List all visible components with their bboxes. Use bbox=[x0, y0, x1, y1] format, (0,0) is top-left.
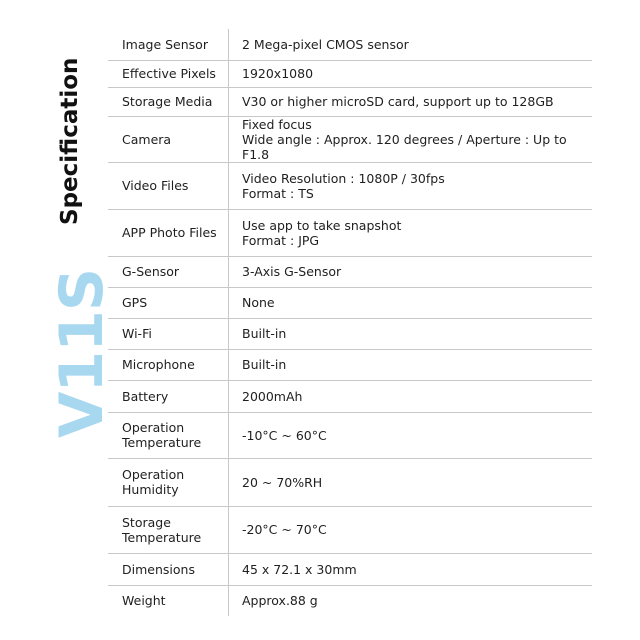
spec-value bbox=[229, 287, 593, 318]
spec-label: Storage Media bbox=[108, 87, 229, 116]
table-row bbox=[108, 29, 592, 60]
spec-value-line: Wide angle : Approx. 120 degrees / Aperture : Up to F1.8 bbox=[242, 131, 567, 162]
spec-label: Wi-Fi bbox=[108, 318, 229, 349]
spec-value bbox=[229, 60, 593, 87]
table-row bbox=[108, 256, 592, 287]
spec-value-line: Approx.88 g bbox=[242, 593, 318, 609]
table-row bbox=[108, 162, 592, 209]
table-row bbox=[108, 116, 592, 162]
spec-value-line: Format : TS bbox=[242, 185, 314, 201]
spec-value-line: Video Resolution : 1080P / 30fps bbox=[242, 170, 445, 186]
model-name: V11S bbox=[47, 268, 117, 438]
spec-value bbox=[229, 29, 593, 60]
spec-value bbox=[229, 585, 593, 616]
spec-label: Battery bbox=[108, 380, 229, 412]
spec-value-line: Use app to take snapshot bbox=[242, 217, 402, 233]
table-row bbox=[108, 506, 592, 553]
spec-value-line: 2000mAh bbox=[242, 388, 303, 404]
table-row bbox=[108, 458, 592, 506]
spec-value bbox=[229, 553, 593, 585]
spec-value bbox=[229, 380, 593, 412]
table-row bbox=[108, 380, 592, 412]
table-row bbox=[108, 60, 592, 87]
spec-value-line: -20°C ~ 70°C bbox=[242, 522, 327, 537]
spec-value-line: 1920x1080 bbox=[242, 66, 314, 81]
spec-label: Operation Humidity bbox=[108, 458, 229, 506]
spec-label: Storage Temperature bbox=[108, 506, 229, 553]
spec-label: Camera bbox=[108, 116, 229, 162]
spec-value-line: -10°C ~ 60°C bbox=[242, 427, 327, 443]
spec-value-line: V30 or higher microSD card, support up to 128GB bbox=[242, 94, 554, 109]
spec-value bbox=[229, 412, 593, 458]
table-row bbox=[108, 287, 592, 318]
spec-value bbox=[229, 458, 593, 506]
table-row bbox=[108, 412, 592, 458]
spec-label: Weight bbox=[108, 585, 229, 616]
spec-label: Image Sensor bbox=[108, 29, 229, 60]
table-row bbox=[108, 349, 592, 380]
spec-label: G-Sensor bbox=[108, 256, 229, 287]
spec-value bbox=[229, 209, 593, 256]
spec-value bbox=[229, 256, 593, 287]
table-row bbox=[108, 585, 592, 616]
specification-heading: Specification bbox=[57, 57, 83, 225]
spec-value-line: 3-Axis G-Sensor bbox=[242, 264, 342, 279]
spec-label: Microphone bbox=[108, 349, 229, 380]
spec-value-line: Format : JPG bbox=[242, 232, 320, 248]
spec-value-line: 20 ~ 70%RH bbox=[242, 474, 323, 490]
spec-table bbox=[108, 29, 592, 616]
spec-label: Operation Temperature bbox=[108, 412, 229, 458]
spec-value-line: Built-in bbox=[242, 357, 287, 372]
spec-value-line: 45 x 72.1 x 30mm bbox=[242, 561, 357, 577]
spec-value-line: Built-in bbox=[242, 326, 287, 341]
spec-label: APP Photo Files bbox=[108, 209, 229, 256]
spec-value bbox=[229, 318, 593, 349]
spec-value bbox=[229, 506, 593, 553]
table-row bbox=[108, 209, 592, 256]
table-row bbox=[108, 87, 592, 116]
spec-label: Dimensions bbox=[108, 553, 229, 585]
spec-value bbox=[229, 87, 593, 116]
spec-label: Effective Pixels bbox=[108, 60, 229, 87]
table-row bbox=[108, 318, 592, 349]
spec-value bbox=[229, 116, 593, 162]
spec-value-line: Fixed focus bbox=[242, 116, 312, 132]
spec-value-line: None bbox=[242, 295, 275, 310]
spec-label: GPS bbox=[108, 287, 229, 318]
spec-label: Video Files bbox=[108, 162, 229, 209]
table-row bbox=[108, 553, 592, 585]
spec-value bbox=[229, 349, 593, 380]
spec-value-line: 2 Mega-pixel CMOS sensor bbox=[242, 36, 409, 52]
spec-value bbox=[229, 162, 593, 209]
side-title bbox=[0, 0, 117, 640]
